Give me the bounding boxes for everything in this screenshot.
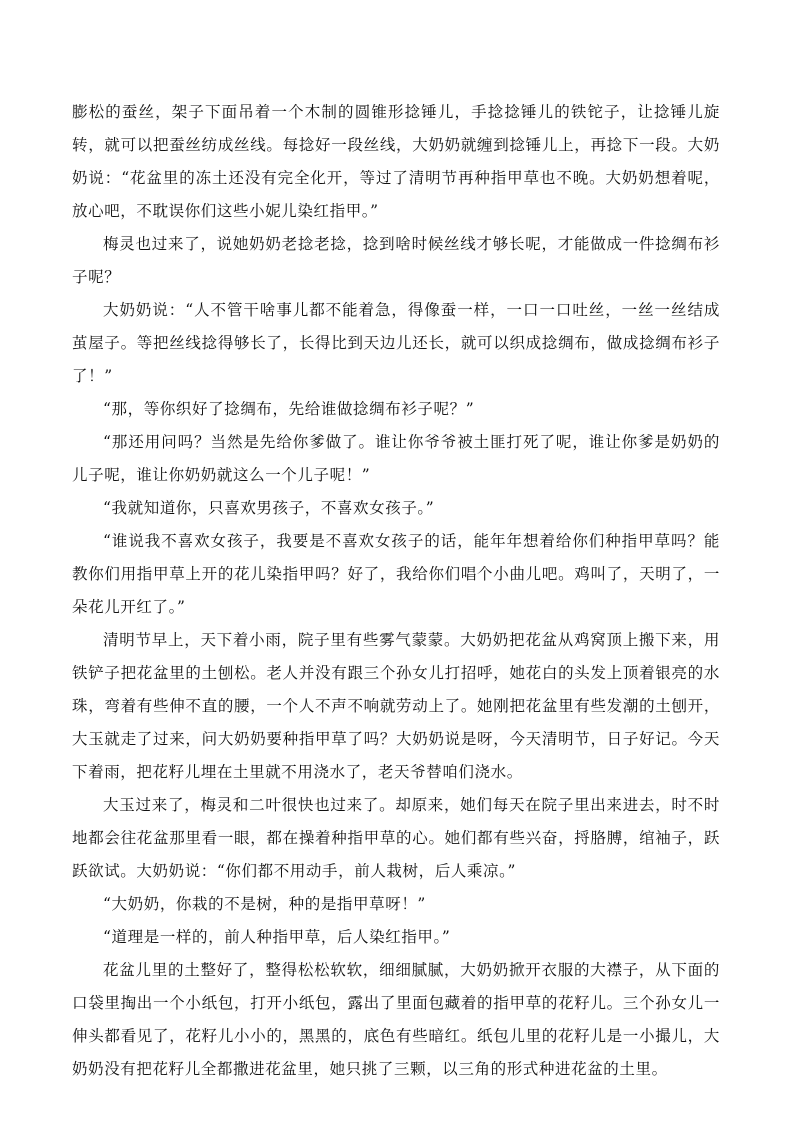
paragraph: 膨松的蚕丝，架子下面吊着一个木制的圆锥形捻锤儿，手捻捻锤儿的铁铊子，让捻锤儿旋转，就可以把蚕丝纺成丝线。每捻好一段丝线，大奶奶就缠到捻锤儿上，再捻下一段。大奶奶说：“花盆里的冻土还没有完全化开，等过了清明节再种指甲草也不晚。大奶奶想着呢，放心吧，不耽误你们这些小妮儿染红指甲。” — [72, 103, 720, 220]
paragraph: “我就知道你，只喜欢男孩子，不喜欢女孩子。” — [103, 499, 435, 517]
paragraph: “谁说我不喜欢女孩子，我要是不喜欢女孩子的话，能年年想着给你们种指甲草吗？能教你们用指甲草上开的花儿染指甲吗？好了，我给你们唱个小曲儿吧。鸡叫了，天明了，一朵花儿开红了。” — [72, 532, 720, 616]
paragraph: “道理是一样的，前人种指甲草，后人染红指甲。” — [103, 928, 451, 946]
paragraph: 清明节早上，天下着小雨，院子里有些雾气蒙蒙。大奶奶把花盆从鸡窝顶上搬下来，用铁铲子把花盆里的土刨松。老人并没有跟三个孙女儿打招呼，她花白的头发上顶着银亮的水珠，弯着有些伸不直的腰，一个人不声不响就劳动上了。她刚把花盆里有些发潮的土刨开，大玉就走了过来，问大奶奶要种指甲草了吗？大奶奶说是呀，今天清明节，日子好记。今天下着雨，把花籽儿埋在土里就不用浇水了，老天爷替咱们浇水。 — [72, 631, 720, 781]
paragraph: “那，等你织好了捻绸布，先给谁做捻绸布衫子呢？” — [103, 400, 475, 418]
paragraph: 大玉过来了，梅灵和二叶很快也过来了。却原来，她们每天在院子里出来进去，时不时地都会往花盆那里看一眼，都在操着种指甲草的心。她们都有些兴奋，捋胳膊，绾袖子，跃跃欲试。大奶奶说：“你们都不用动手，前人栽树，后人乘凉。” — [72, 796, 720, 880]
paragraph: “大奶奶，你栽的不是树，种的是指甲草呀！” — [103, 895, 426, 913]
paragraph: 大奶奶说：“人不管干啥事儿都不能着急，得像蚕一样，一口一口吐丝，一丝一丝结成茧屋子。等把丝线捻得够长了，长得比到天边儿还长，就可以织成捻绸布，做成捻绸布衫子了！” — [72, 301, 720, 385]
paragraph: 梅灵也过来了，说她奶奶老捻老捻，捻到啥时候丝线才够长呢，才能做成一件捻绸布衫子呢？ — [72, 235, 720, 286]
document-page — [72, 96, 720, 1086]
paragraph: “那还用问吗？当然是先给你爹做了。谁让你爷爷被土匪打死了呢，谁让你爹是奶奶的儿子呢，谁让你奶奶就这么一个儿子呢！” — [72, 433, 720, 484]
paragraph: 花盆儿里的土整好了，整得松松软软，细细腻腻，大奶奶掀开衣服的大襟子，从下面的口袋里掏出一个小纸包，打开小纸包，露出了里面包藏着的指甲草的花籽儿。三个孙女儿一伸头都看见了，花籽儿小小的，黑黑的，底色有些暗红。纸包儿里的花籽儿是一小撮儿，大奶奶没有把花籽儿全都撒进花盆里，她只挑了三颗，以三角的形式种进花盆的土里。 — [72, 961, 720, 1078]
